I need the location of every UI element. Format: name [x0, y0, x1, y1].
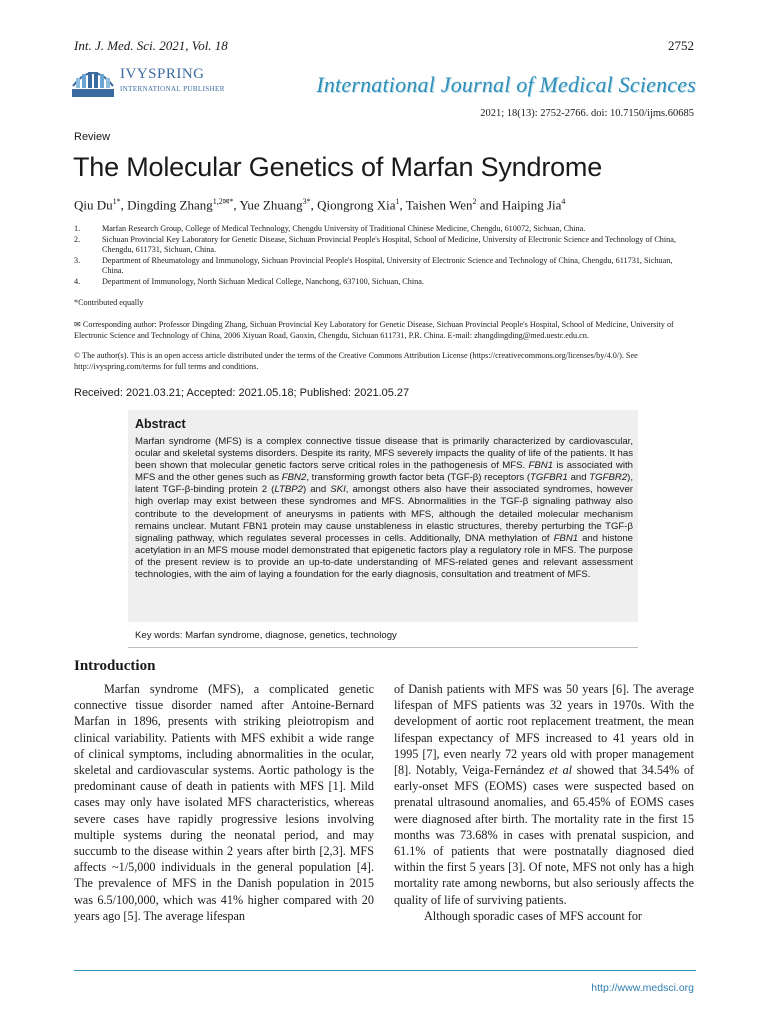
italic-term: FBN1 — [528, 460, 554, 472]
author-affiliation-marker: 1* — [112, 197, 121, 206]
text-run: Marfan syndrome (MFS) is a complex connective tissue disease that is primarily characterized by cardiovascular, ocular and skeletal systems disorders. Despite its rarity, MFS severely impacts the quality of life of the patients. It has been shown that molecular genetic factors serve critical roles in the pathogenesis of MFS. — [135, 436, 633, 472]
author-affiliation-marker: 1,2✉* — [212, 197, 234, 206]
license-note: © The author(s). This is an open access article distributed under the terms of the Creative Commons Attribution License (https://creativecommons.org/licenses/by/4.0/). See http://ivyspring.com/terms for full terms and conditions. — [74, 351, 638, 371]
author-name: Qiu Du — [74, 197, 113, 213]
article-title: The Molecular Genetics of Marfan Syndrome — [73, 152, 603, 182]
affiliation-number: 2. — [74, 234, 81, 244]
affiliation-item — [74, 224, 696, 235]
italic-term: SKI — [330, 484, 346, 496]
ivyspring-logo-icon — [70, 66, 116, 98]
intro-paragraph-2: Although sporadic cases of MFS account for — [424, 908, 642, 923]
running-header-page-number: 2752 — [668, 38, 694, 53]
author-affiliation-marker: 1 — [395, 197, 400, 206]
introduction-heading: Introduction — [74, 658, 156, 674]
publisher-logo — [70, 66, 270, 100]
author-separator: , — [233, 197, 240, 213]
contributed-note: *Contributed equally — [74, 298, 144, 307]
affiliation-item — [74, 277, 696, 288]
publisher-name: IVYSPRING — [120, 66, 205, 82]
keywords-divider — [128, 647, 638, 648]
body-column-left — [74, 681, 374, 924]
text-run: , amongst others also have their associated syndromes, however high overlap may exist between these syndromes and MFS. Abnormalities in the TGF-β signaling pathway also contribute to the development of aneurysms in patients with MFS, although the detailed molecular mechanism remains unclear. Mutant FBN1 protein may cause unstableness in elastic structures, thereby perturbing the TGF-β signaling pathway, which regulates several processes in cells. Additionally, DNA methylation of — [135, 484, 633, 544]
author-name: Yue Zhuang — [239, 197, 303, 213]
text-run: and histone acetylation in an MFS mouse model demonstrated that epigenetic factors play a regulatory role in MFS. The purpose of the present review is to provide an up-to-date understanding of MFS-related genes and relevant assessment technologies, with the aim of laying a foundation for the early diagnosis, consultation and treatment of MFS. — [135, 532, 633, 581]
affiliation-item — [74, 235, 696, 256]
running-header-journal: Int. J. Med. Sci. 2021, Vol. 18 — [74, 38, 228, 53]
text-run: , transforming growth factor beta (TGF-β) receptors ( — [306, 472, 531, 484]
italic-term: et al — [549, 763, 573, 778]
corresponding-author: ✉ Corresponding author: Professor Dingding Zhang, Sichuan Provincial Key Laboratory for Genetic Disease, Sichuan Provincial People's Hospital, School of Medicine, University of Electronic Science and Technology of China, 2006 Xiyuan Road, Gaoxin, Chengdu, Sichuan 611731, P.R. China. E-mail: zhangdingding@med.uestc.edu.cn. — [74, 320, 674, 340]
affiliation-number: 1. — [74, 224, 81, 233]
footer-journal-link[interactable]: http://www.medsci.org — [591, 982, 694, 994]
text-run: ) and — [302, 484, 331, 496]
italic-term: LTBP2 — [274, 484, 303, 496]
affiliation-item — [74, 256, 696, 277]
author-affiliation-marker: 4 — [561, 197, 566, 206]
author-affiliation-marker: 3* — [302, 197, 311, 206]
affiliation-number: 4. — [74, 276, 81, 286]
affiliation-text: Department of Immunology, North Sichuan Medical College, Nanchong, 637100, Sichuan, China. — [102, 276, 424, 286]
author-affiliation-marker: 2 — [472, 197, 477, 206]
publisher-subtitle: INTERNATIONAL PUBLISHER — [120, 85, 225, 93]
affiliation-text: Sichuan Provincial Key Laboratory for Genetic Disease, Sichuan Provincial People's Hospital, School of Medicine, University of Electronic Science and Technology of China, Chengdu, 611731, Sichuan, China. — [102, 234, 676, 255]
author-name: Dingding Zhang — [127, 197, 213, 213]
text-run: and — [567, 472, 590, 484]
affiliation-list — [74, 224, 696, 288]
italic-term: FBN2 — [281, 472, 307, 484]
abstract-body — [135, 436, 633, 581]
intro-paragraph-1-cont — [394, 681, 694, 908]
affiliation-text: Department of Rheumatology and Immunology, Sichuan Provincial People's Hospital, University of Electronic Science and Technology of China, Chengdu, 611731, Sichuan, China. — [102, 255, 673, 276]
text-run: ), latent TGF-β-binding protein 2 ( — [135, 472, 634, 496]
journal-name: International Journal of Medical Sciences — [316, 72, 696, 97]
article-type: Review — [74, 131, 111, 143]
abstract-heading: Abstract — [135, 417, 186, 431]
footer-divider — [74, 970, 696, 971]
author-separator: , — [399, 197, 406, 213]
italic-term: TGFBR2 — [589, 472, 628, 484]
author-name: Haiping Jia — [501, 197, 562, 213]
citation-line: 2021; 18(13): 2752-2766. doi: 10.7150/ijms.60685 — [480, 108, 694, 119]
keywords: Key words: Marfan syndrome, diagnose, genetics, technology — [135, 630, 397, 641]
author-name: Qiongrong Xia — [317, 197, 396, 213]
author-separator: , — [310, 197, 318, 213]
intro-paragraph-1: Marfan syndrome (MFS), a complicated genetic connective tissue disorder named after Antoine-Bernard Marfan in 1896, presents with striking pleiotropism and clinical variability. Patients with MFS exhibit a wide range of clinical symptoms, including abnormalities in the ocular, skeletal and cardiovascular systems. Aortic pathology is the predominant cause of death in patients with MFS [1]. Mild cases may only have isolated MFS characteristics, whereas severe cases have rapidly progressive lesions involving multiple systems during the neonatal period, and may succumb to the disease within 2 years after birth [2,3]. MFS affects ~1/5,000 individuals in the general population [4]. The prevalence of MFS in the Danish population in 2015 was 6.5/100,000, which was 41% higher compared with 20 years ago [5]. The average lifespan — [74, 682, 374, 923]
author-separator: and — [476, 197, 502, 213]
italic-term: FBN1 — [553, 532, 579, 544]
body-column-right — [394, 681, 694, 924]
text-run: showed that 34.54% of early-onset MFS (EOMS) cases were suspected based on prenatal ultrasound anomalies, and 65.45% of EOMS cases were diagnosed after birth. The mortality rate in the first 15 months was 73.68% in cases with prenatal suspicion, and 61.1% of patients that were postnatally diagnosed died within the first 5 years [3]. Of note, MFS not only has a high mortality rate among newborns, but also seriously affects the quality of life of surviving patients. — [394, 763, 694, 907]
author-separator: , — [120, 197, 128, 213]
author-name: Taishen Wen — [405, 197, 473, 213]
text-run: of Danish patients with MFS was 50 years [6]. The average lifespan of MFS patients was 32 years in 1970s. With the development of aortic root replacement treatment, the mean lifespan expectancy of MFS increased to 41 years old in 1995 [7], even nearly 72 years old with proper management [8]. Notably, Veiga-Fernández — [394, 682, 694, 778]
author-list — [74, 197, 565, 213]
affiliation-number: 3. — [74, 255, 81, 265]
text-run: is associated with MFS and the other genes such as — [135, 460, 633, 484]
italic-term: TGFBR1 — [530, 472, 568, 484]
affiliation-text: Marfan Research Group, College of Medical Technology, Chengdu University of Traditional Chinese Medicine, Chengdu, 610072, Sichuan, China. — [102, 224, 586, 233]
publication-dates: Received: 2021.03.21; Accepted: 2021.05.18; Published: 2021.05.27 — [74, 387, 410, 399]
